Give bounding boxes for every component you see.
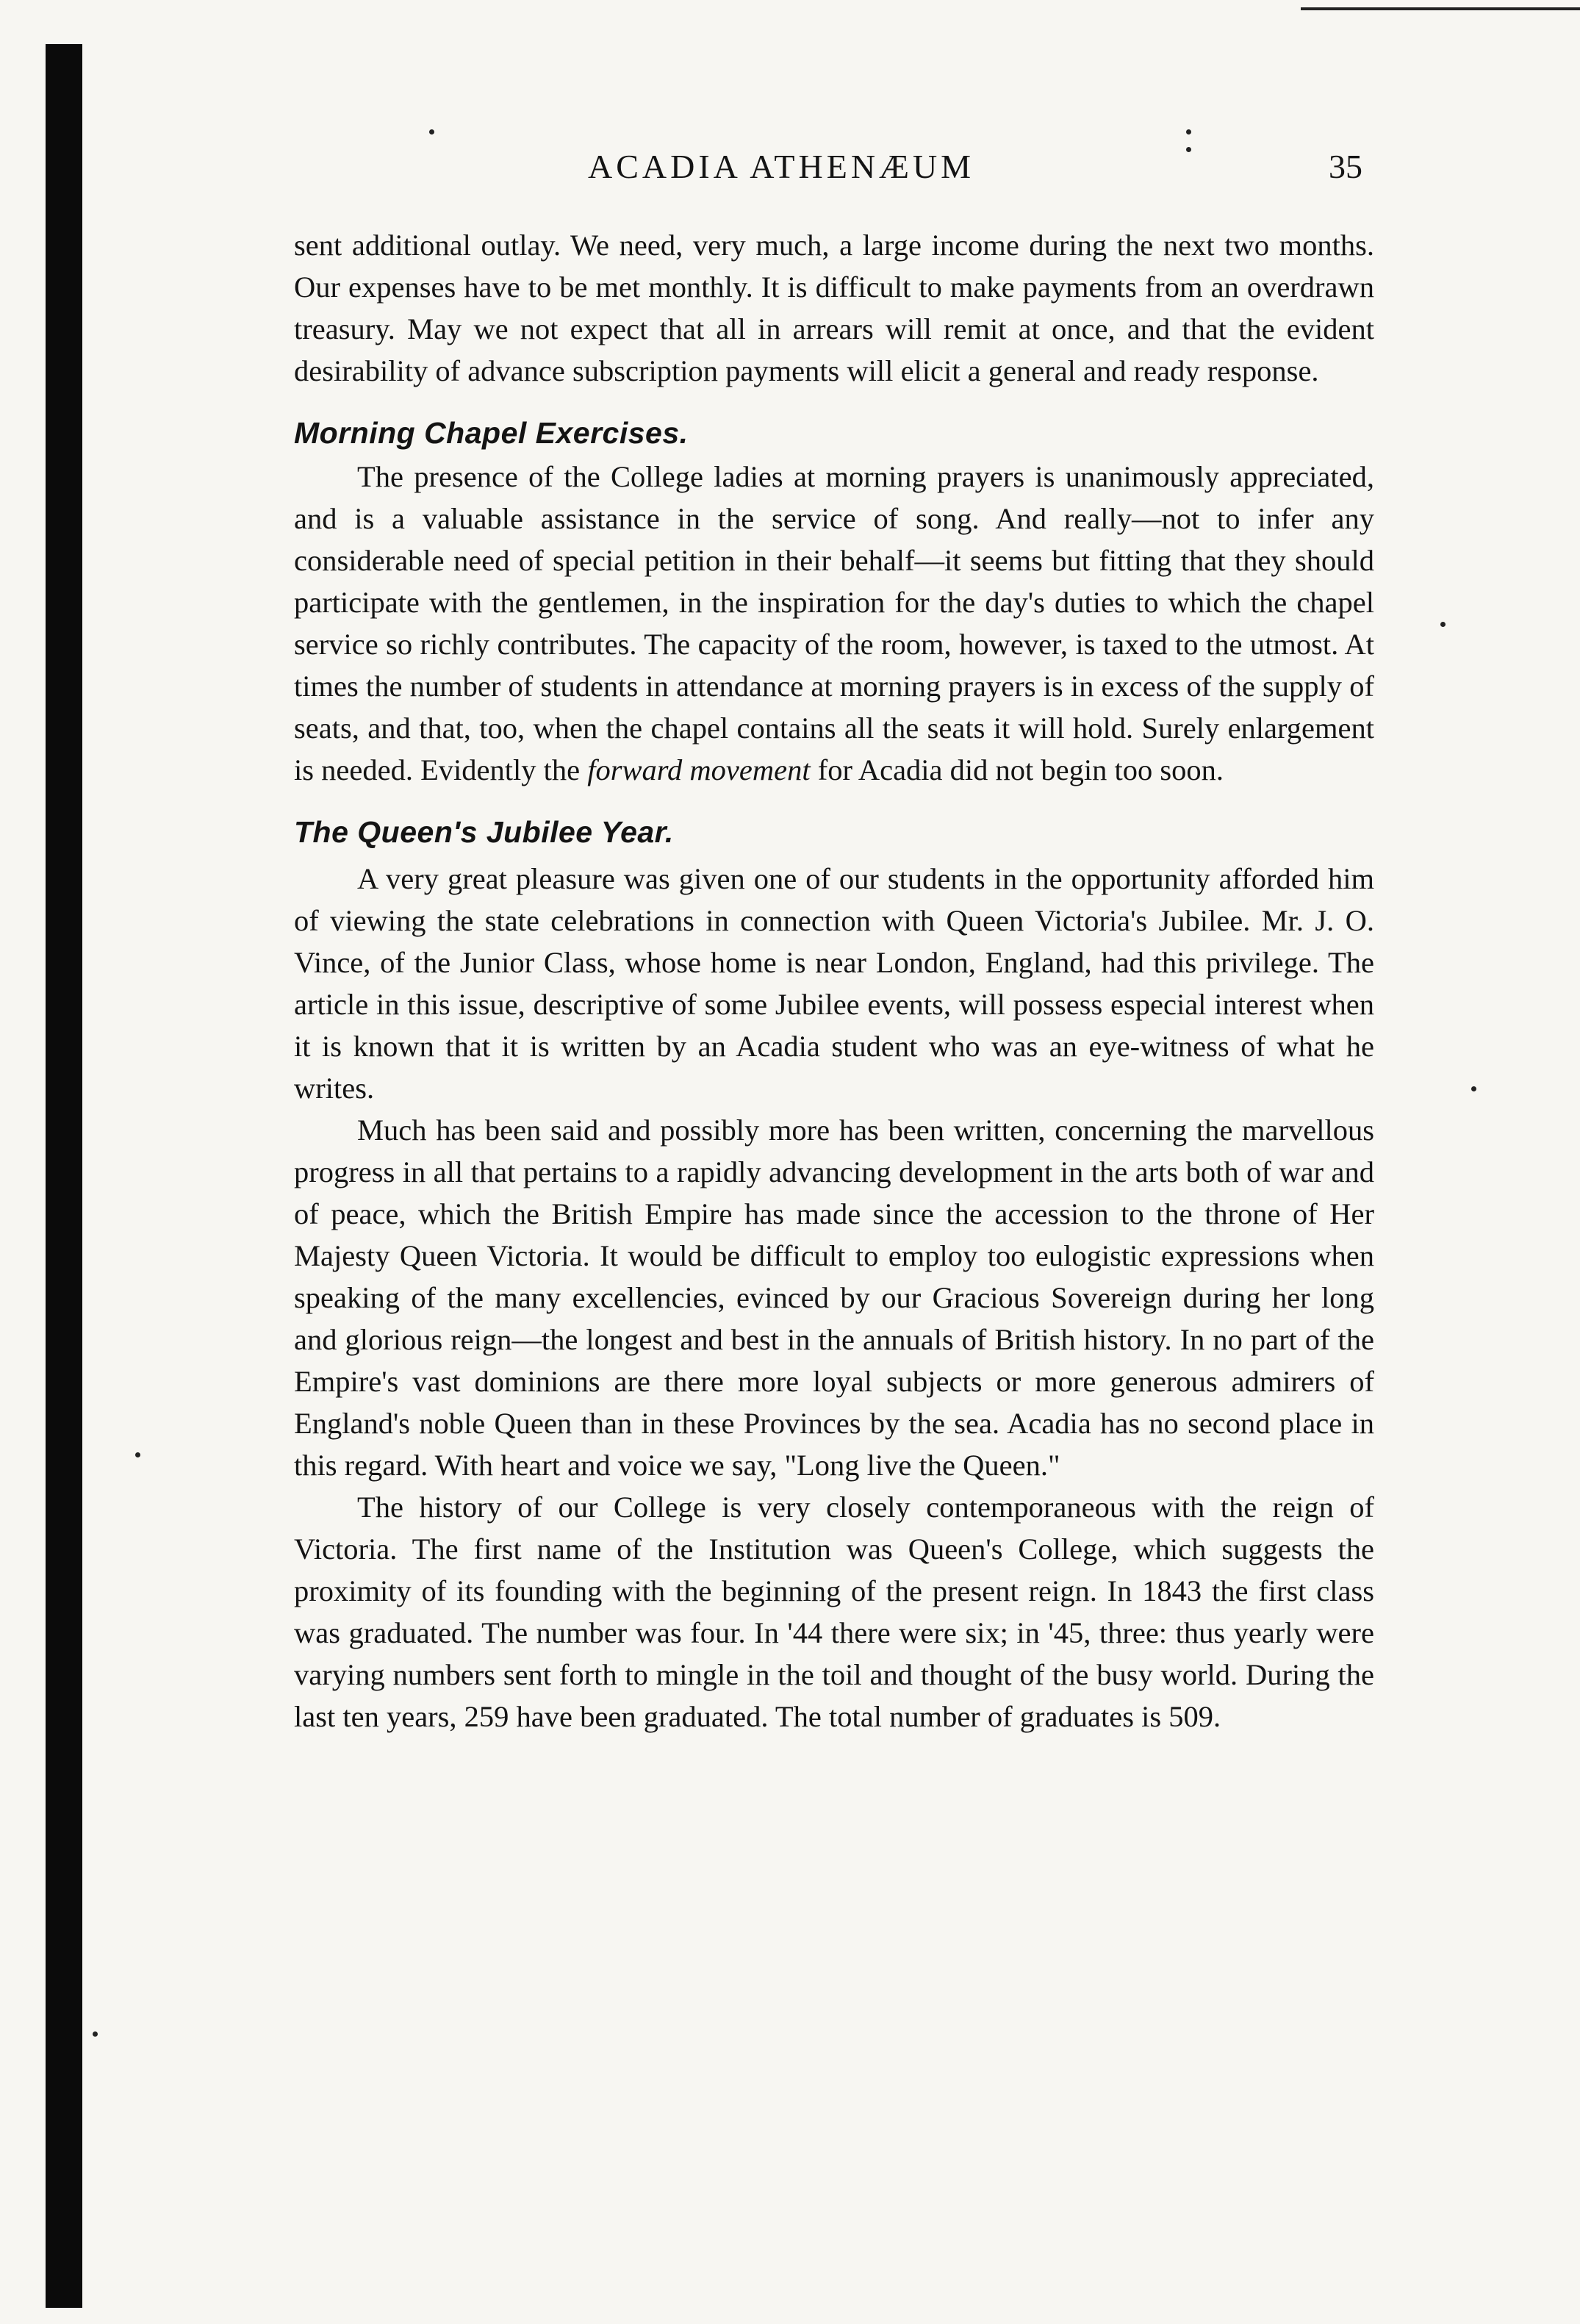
book-binding-edge <box>46 44 82 2308</box>
running-title: ACADIA ATHENÆUM <box>588 148 975 185</box>
paragraph: Much has been said and possibly more has been written, concerning the marvellous progress in all that pertains to a rapidly advancing development in the arts both of war and of peace, which the British Empire has made since the accession to the throne of Her Majesty Queen Victoria. It would be difficult to employ too eulogistic expressions when speaking of the many excellencies, evinced by our Gracious Sovereign during her long and glorious reign—the longest and best in the annuals of British history. In no part of the Empire's vast dominions are there more loyal subjects or more generous admirers of England's noble Queen than in these Provinces by the sea. Acadia has no second place in this regard. With heart and voice we say, "Long live the Queen." <box>294 1113 1374 1482</box>
scan-speck <box>1440 622 1446 627</box>
scan-speck <box>135 1452 140 1457</box>
scan-speck <box>1186 129 1191 135</box>
italic-phrase: forward movement <box>587 753 811 786</box>
paragraph: The history of our College is very closely contemporaneous with the reign of Victoria. The first name of the Institution was Queen's College, which suggests the proximity of its founding with the beginning of the present reign. In 1843 the first class was graduated. The number was four. In '44 there were six; in '45, three: thus yearly were varying numbers sent forth to mingle in the toil and thought of the busy world. During the last ten years, 259 have been graduated. The total number of graduates is 509. <box>294 1491 1374 1733</box>
paragraph <box>294 456 1374 791</box>
running-head <box>0 147 1580 206</box>
section-heading: Morning Chapel Exercises. <box>294 416 689 450</box>
paragraph: A very great pleasure was given one of our students in the opportunity afforded him of viewing the state celebrations in connection with Queen Victoria's Jubilee. Mr. J. O. Vince, of the Junior Class, whose home is near London, England, had this privilege. The article in this issue, descriptive of some Jubilee events, will possess especial interest when it is known that it is written by an Acadia student who was an eye-witness of what he writes. <box>294 862 1374 1105</box>
paragraph-text: The presence of the College ladies at morning prayers is unanimously appreciated, and is a valuable assistance in the service of song. And really—not to infer any considerable need of special petition in their behalf—it seems but fitting that they should participate with the gentlemen, in the inspiration for the day's duties to which the chapel service so richly contributes. The capacity of the room, however, is taxed to the utmost. At times the number of students in attendance at morning prayers is in excess of the supply of seats, and that, too, when the chapel contains all the seats it will hold. Surely enlargement is needed. Evidently the <box>294 460 1374 786</box>
paragraph: sent additional outlay. We need, very much, a large income during the next two months. Our expenses have to be met monthly. It is difficult to make payments from an overdrawn treasury. May we not expect that all in arrears will remit at once, and that the evident desirability of advance subscription payments will elicit a general and ready response. <box>294 229 1374 387</box>
page-number: 35 <box>1329 148 1362 185</box>
article-body <box>294 224 1374 1737</box>
paragraph-text: for Acadia did not begin too soon. <box>810 753 1224 786</box>
scan-speck <box>1471 1086 1476 1091</box>
top-edge-rule <box>1301 7 1580 10</box>
scan-speck <box>93 2031 98 2037</box>
scan-speck <box>429 129 434 135</box>
section-heading: The Queen's Jubilee Year. <box>294 815 674 849</box>
